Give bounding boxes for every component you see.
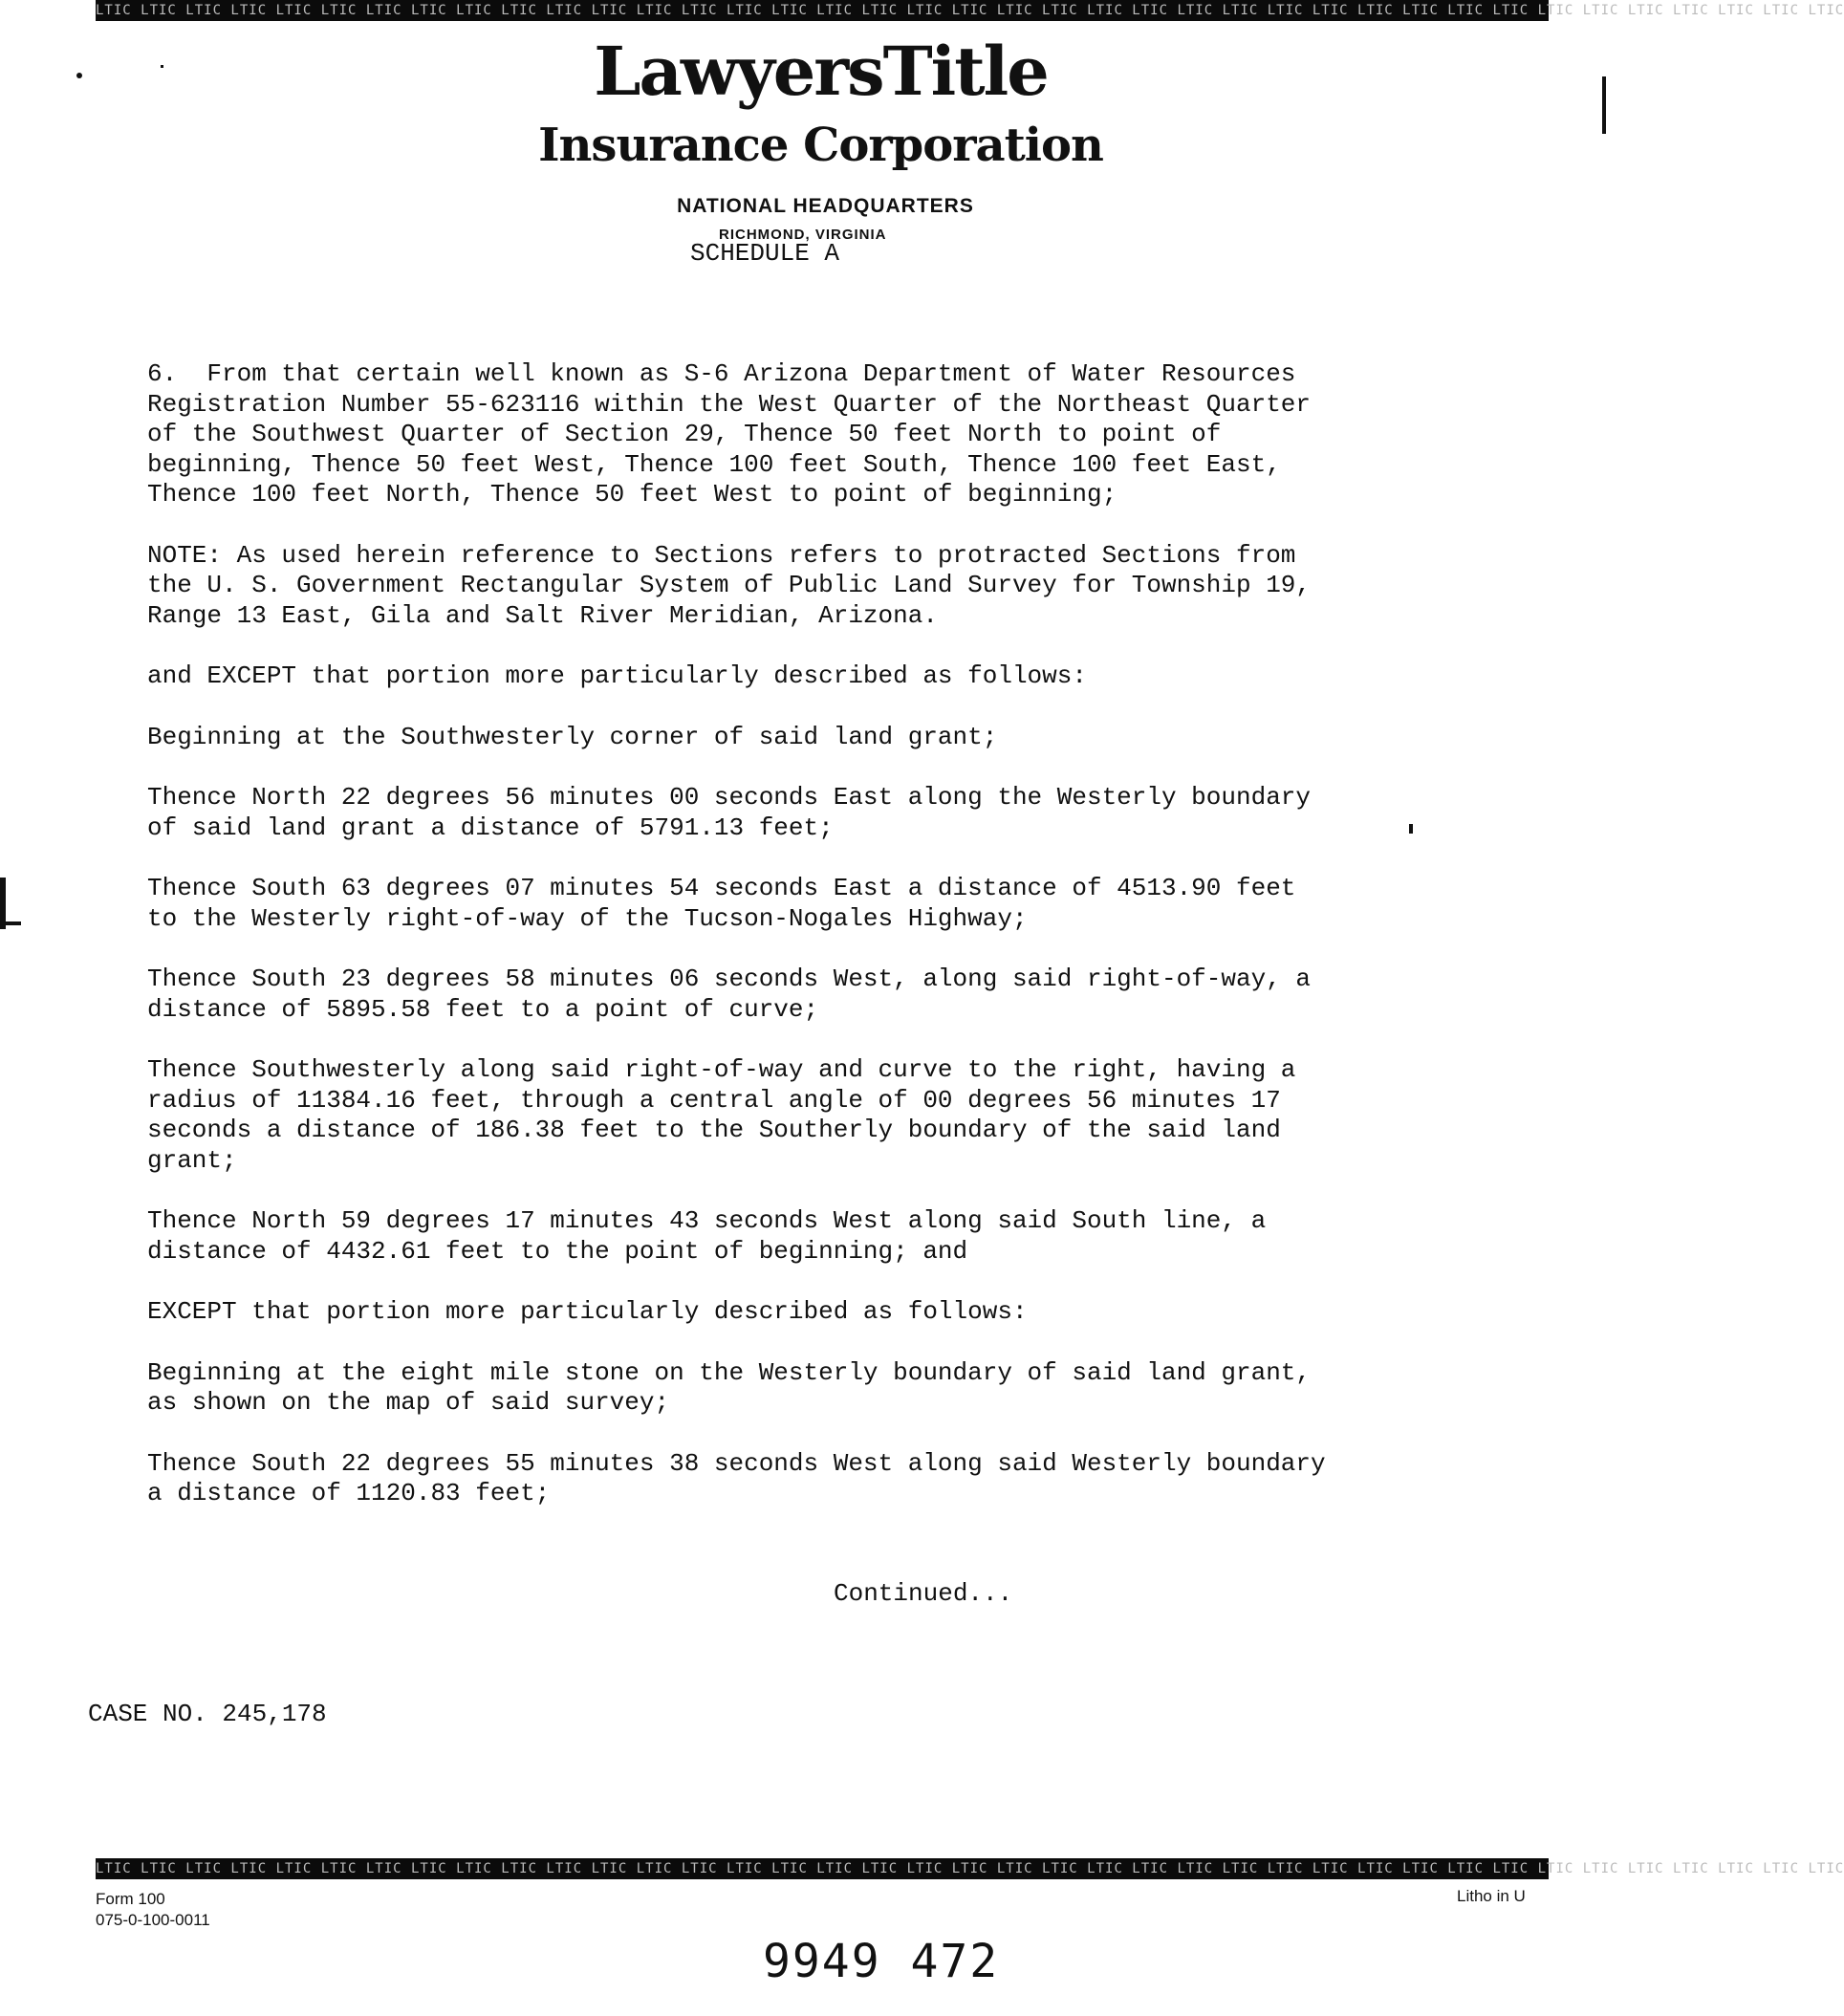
bottom-decorative-band [96,1858,1844,1879]
scan-speck [1409,824,1413,834]
scan-edge-mark [1602,76,1606,134]
form-label: Form 100 [96,1890,165,1908]
band-pattern-text: LTIC LTIC LTIC LTIC LTIC LTIC LTIC LTIC LTIC LTIC LTIC LTIC LTIC LTIC LTIC LTIC LTIC LTIC LTIC LTIC LTIC LTIC LTIC LTIC LTIC LTIC LTIC LTIC LTIC LTIC LTIC LTIC LTIC LTIC LTIC LTIC LTIC LTIC LTIC [96,1861,1844,1876]
scan-edge-mark [0,921,21,925]
logo-lawyers-title: LawyersTitle [594,32,1048,111]
paragraph: Beginning at the eight mile stone on the Westerly boundary of said land grant, as shown on the map of said survey; [147,1357,1311,1417]
schedule-title: SCHEDULE A [690,239,840,268]
paragraph: NOTE: As used herein reference to Sections refers to protracted Sections from the U. S. Government Rectangular System of Public Land Survey for Township 19, Range 13 East, Gila and Salt River Meridian, Arizona. [147,540,1311,630]
page-stamp-number: 9949 472 [763,1935,1000,1988]
paragraph: Thence Southwesterly along said right-of-way and curve to the right, having a radius of 11384.16 feet, through a central angle of 00 degrees 56 minutes 17 seconds a distance of 186.38 feet to the Southerly boundary of the said land grant; [147,1055,1296,1175]
paragraph: and EXCEPT that portion more particularly described as follows: [147,661,1087,690]
band-pattern-text: LTIC LTIC LTIC LTIC LTIC LTIC LTIC LTIC LTIC LTIC LTIC LTIC LTIC LTIC LTIC LTIC LTIC LTIC LTIC LTIC LTIC LTIC LTIC LTIC LTIC LTIC LTIC LTIC LTIC LTIC LTIC LTIC LTIC LTIC LTIC LTIC LTIC LTIC LTIC [96,3,1844,18]
paragraph: Beginning at the Southwesterly corner of said land grant; [147,722,998,751]
paragraph: EXCEPT that portion more particularly described as follows: [147,1297,1028,1326]
paragraph: Thence South 63 degrees 07 minutes 54 seconds East a distance of 4513.90 feet to the Westerly right-of-way of the Tucson-Nogales Highway; [147,874,1296,933]
document-body [147,359,1390,1540]
form-number: 075-0-100-0011 [96,1911,210,1929]
city-label: RICHMOND, VIRGINIA [719,227,887,243]
paragraph: Thence North 59 degrees 17 minutes 43 seconds West along said South line, a distance of 4432.61 feet to the point of beginning; and [147,1206,1267,1266]
national-headquarters-label: NATIONAL HEADQUARTERS [677,195,974,217]
continued-note: Continued... [834,1579,1013,1608]
top-decorative-band [96,0,1844,21]
case-number: CASE NO. 245,178 [88,1700,327,1728]
logo-insurance-corporation: Insurance Corporation [538,119,1103,172]
paragraph: Thence South 22 degrees 55 minutes 38 seconds West along said Westerly boundary a distance of 1120.83 feet; [147,1448,1326,1507]
litho-label: Litho in U [1457,1887,1526,1905]
paragraph: Thence North 22 degrees 56 minutes 00 seconds East along the Westerly boundary of said land grant a distance of 5791.13 feet; [147,783,1311,842]
form-label-block [96,1889,210,1931]
scan-speck [161,65,163,68]
scan-speck [76,73,82,78]
paragraph: Thence South 23 degrees 58 minutes 06 seconds West, along said right-of-way, a distance of 5895.58 feet to a point of curve; [147,965,1311,1024]
paragraph: 6. From that certain well known as S-6 Arizona Department of Water Resources Registration Number 55-623116 within the West Quarter of the Northeast Quarter of the Southwest Quarter of Section 29, Thence 50 feet North to point of beginning, Thence 50 feet West, Thence 100 feet South, Thence 100 feet East, Thence 100 feet North, Thence 50 feet West to point of beginning; [147,359,1311,509]
